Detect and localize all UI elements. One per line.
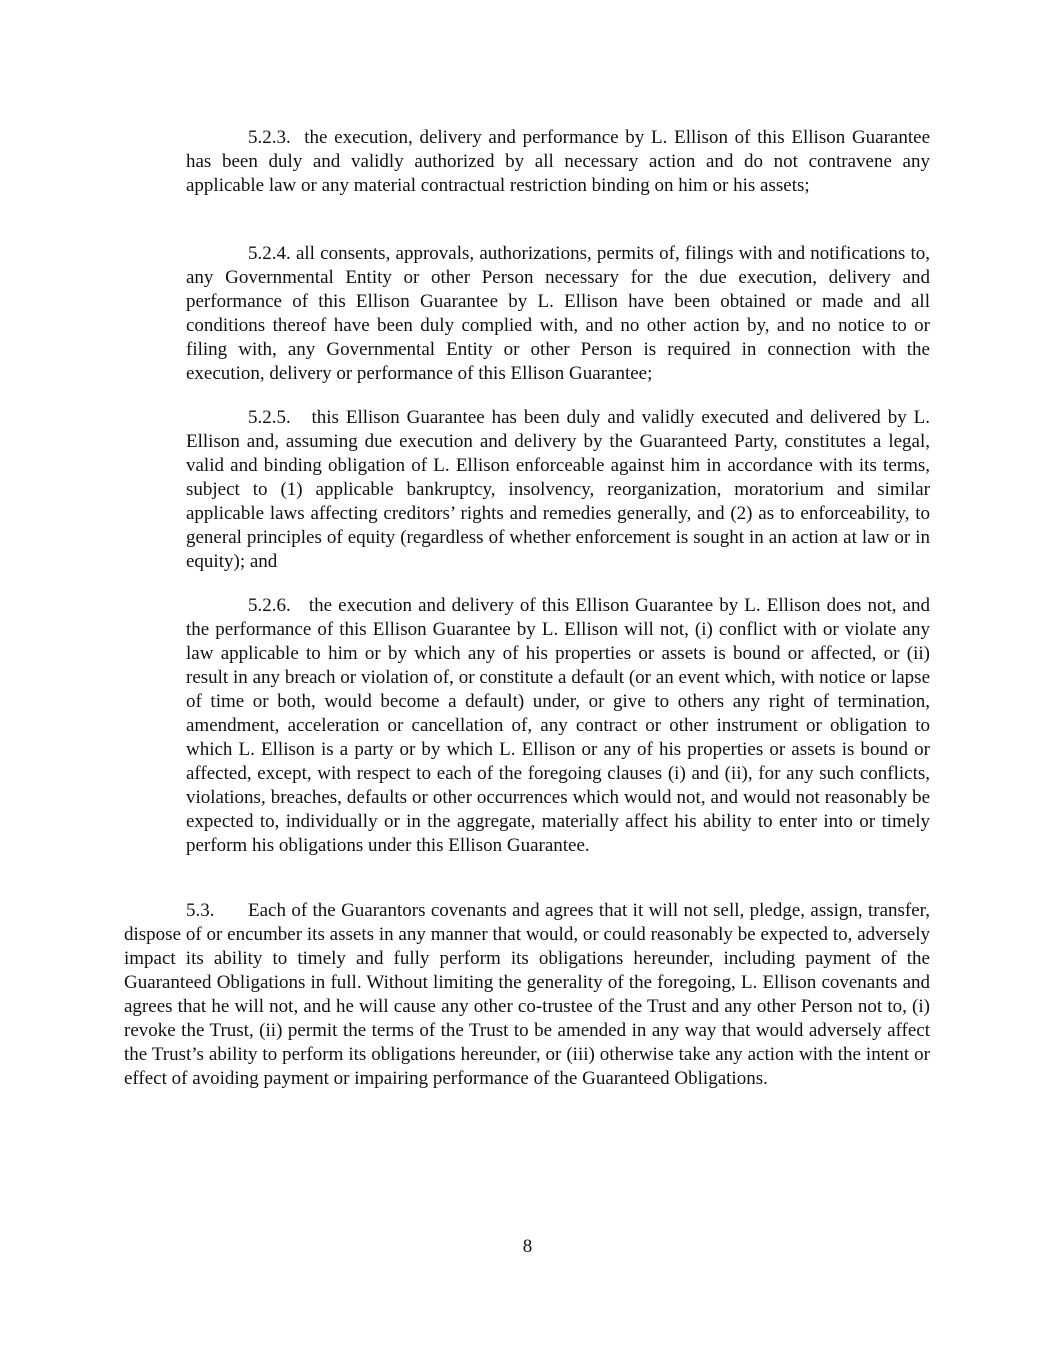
section-5-2-4	[186, 242, 930, 386]
section-text: the execution and delivery of this Ellison Guarantee by L. Ellison does not, and the performance of this Ellison Guarantee by L. Ellison will not, (i) conflict with or violate any law applicable to him or by which any of his properties or assets is bound or affected, or (ii) result in any breach or violation of, or constitute a default (or an event which, with notice or lapse of time or both, would become a default) under, or give to others any right of termination, amendment, acceleration or cancellation of, any contract or other instrument or obligation to which L. Ellison is a party or by which L. Ellison or any of his properties or assets is bound or affected, except, with respect to each of the foregoing clauses (i) and (ii), for any such conflicts, violations, breaches, defaults or other occurrences which would not, and would not reasonably be expected to, individually or in the aggregate, materially affect his ability to enter into or timely perform his obligations under this Ellison Guarantee.	[186, 595, 930, 856]
page-number: 8	[522, 1236, 533, 1257]
section-number: 5.2.6.	[248, 595, 291, 616]
section-text: all consents, approvals, authorizations, permits of, filings with and notifications to, any Governmental Entity or other Person necessary for the due execution, delivery and performance of this Ellison Guarantee by L. Ellison have been obtained or made and all conditions thereof have been duly complied with, and no other action by, and no notice to or filing with, any Governmental Entity or other Person is required in connection with the execution, delivery or performance of this Ellison Guarantee;	[186, 243, 930, 384]
section-number: 5.2.3.	[248, 127, 291, 148]
section-5-2-6	[186, 594, 930, 858]
section-5-3	[124, 899, 930, 1091]
section-number: 5.3.	[186, 900, 215, 921]
section-text: the execution, delivery and performance by L. Ellison of this Ellison Guarantee has been duly and validly authorized by all necessary action and do not contravene any applicable law or any material contractual restriction binding on him or his assets;	[186, 127, 930, 196]
section-text: this Ellison Guarantee has been duly and validly executed and delivered by L. Ellison and, assuming due execution and delivery by the Guaranteed Party, constitutes a legal, valid and binding obligation of L. Ellison enforceable against him in accordance with its terms, subject to (1) applicable bankruptcy, insolvency, reorganization, moratorium and similar applicable laws affecting creditors’ rights and remedies generally, and (2) as to enforceability, to general principles of equity (regardless of whether enforcement is sought in an action at law or in equity); and	[186, 407, 930, 572]
section-number: 5.2.4.	[248, 243, 291, 264]
section-text: Each of the Guarantors covenants and agrees that it will not sell, pledge, assign, transfer, dispose of or encumber its assets in any manner that would, or could reasonably be expected to, adversely impact its ability to timely and fully perform its obligations hereunder, including payment of the Guaranteed Obligations in full. Without limiting the generality of the foregoing, L. Ellison covenants and agrees that he will not, and he will cause any other co-trustee of the Trust and any other Person not to, (i) revoke the Trust, (ii) permit the terms of the Trust to be amended in any way that would adversely affect the Trust’s ability to perform its obligations hereunder, or (iii) otherwise take any action with the intent or effect of avoiding payment or impairing performance of the Guaranteed Obligations.	[124, 900, 930, 1089]
section-5-2-5	[186, 406, 930, 574]
section-number: 5.2.5.	[248, 407, 291, 428]
section-5-2-3	[186, 126, 930, 198]
